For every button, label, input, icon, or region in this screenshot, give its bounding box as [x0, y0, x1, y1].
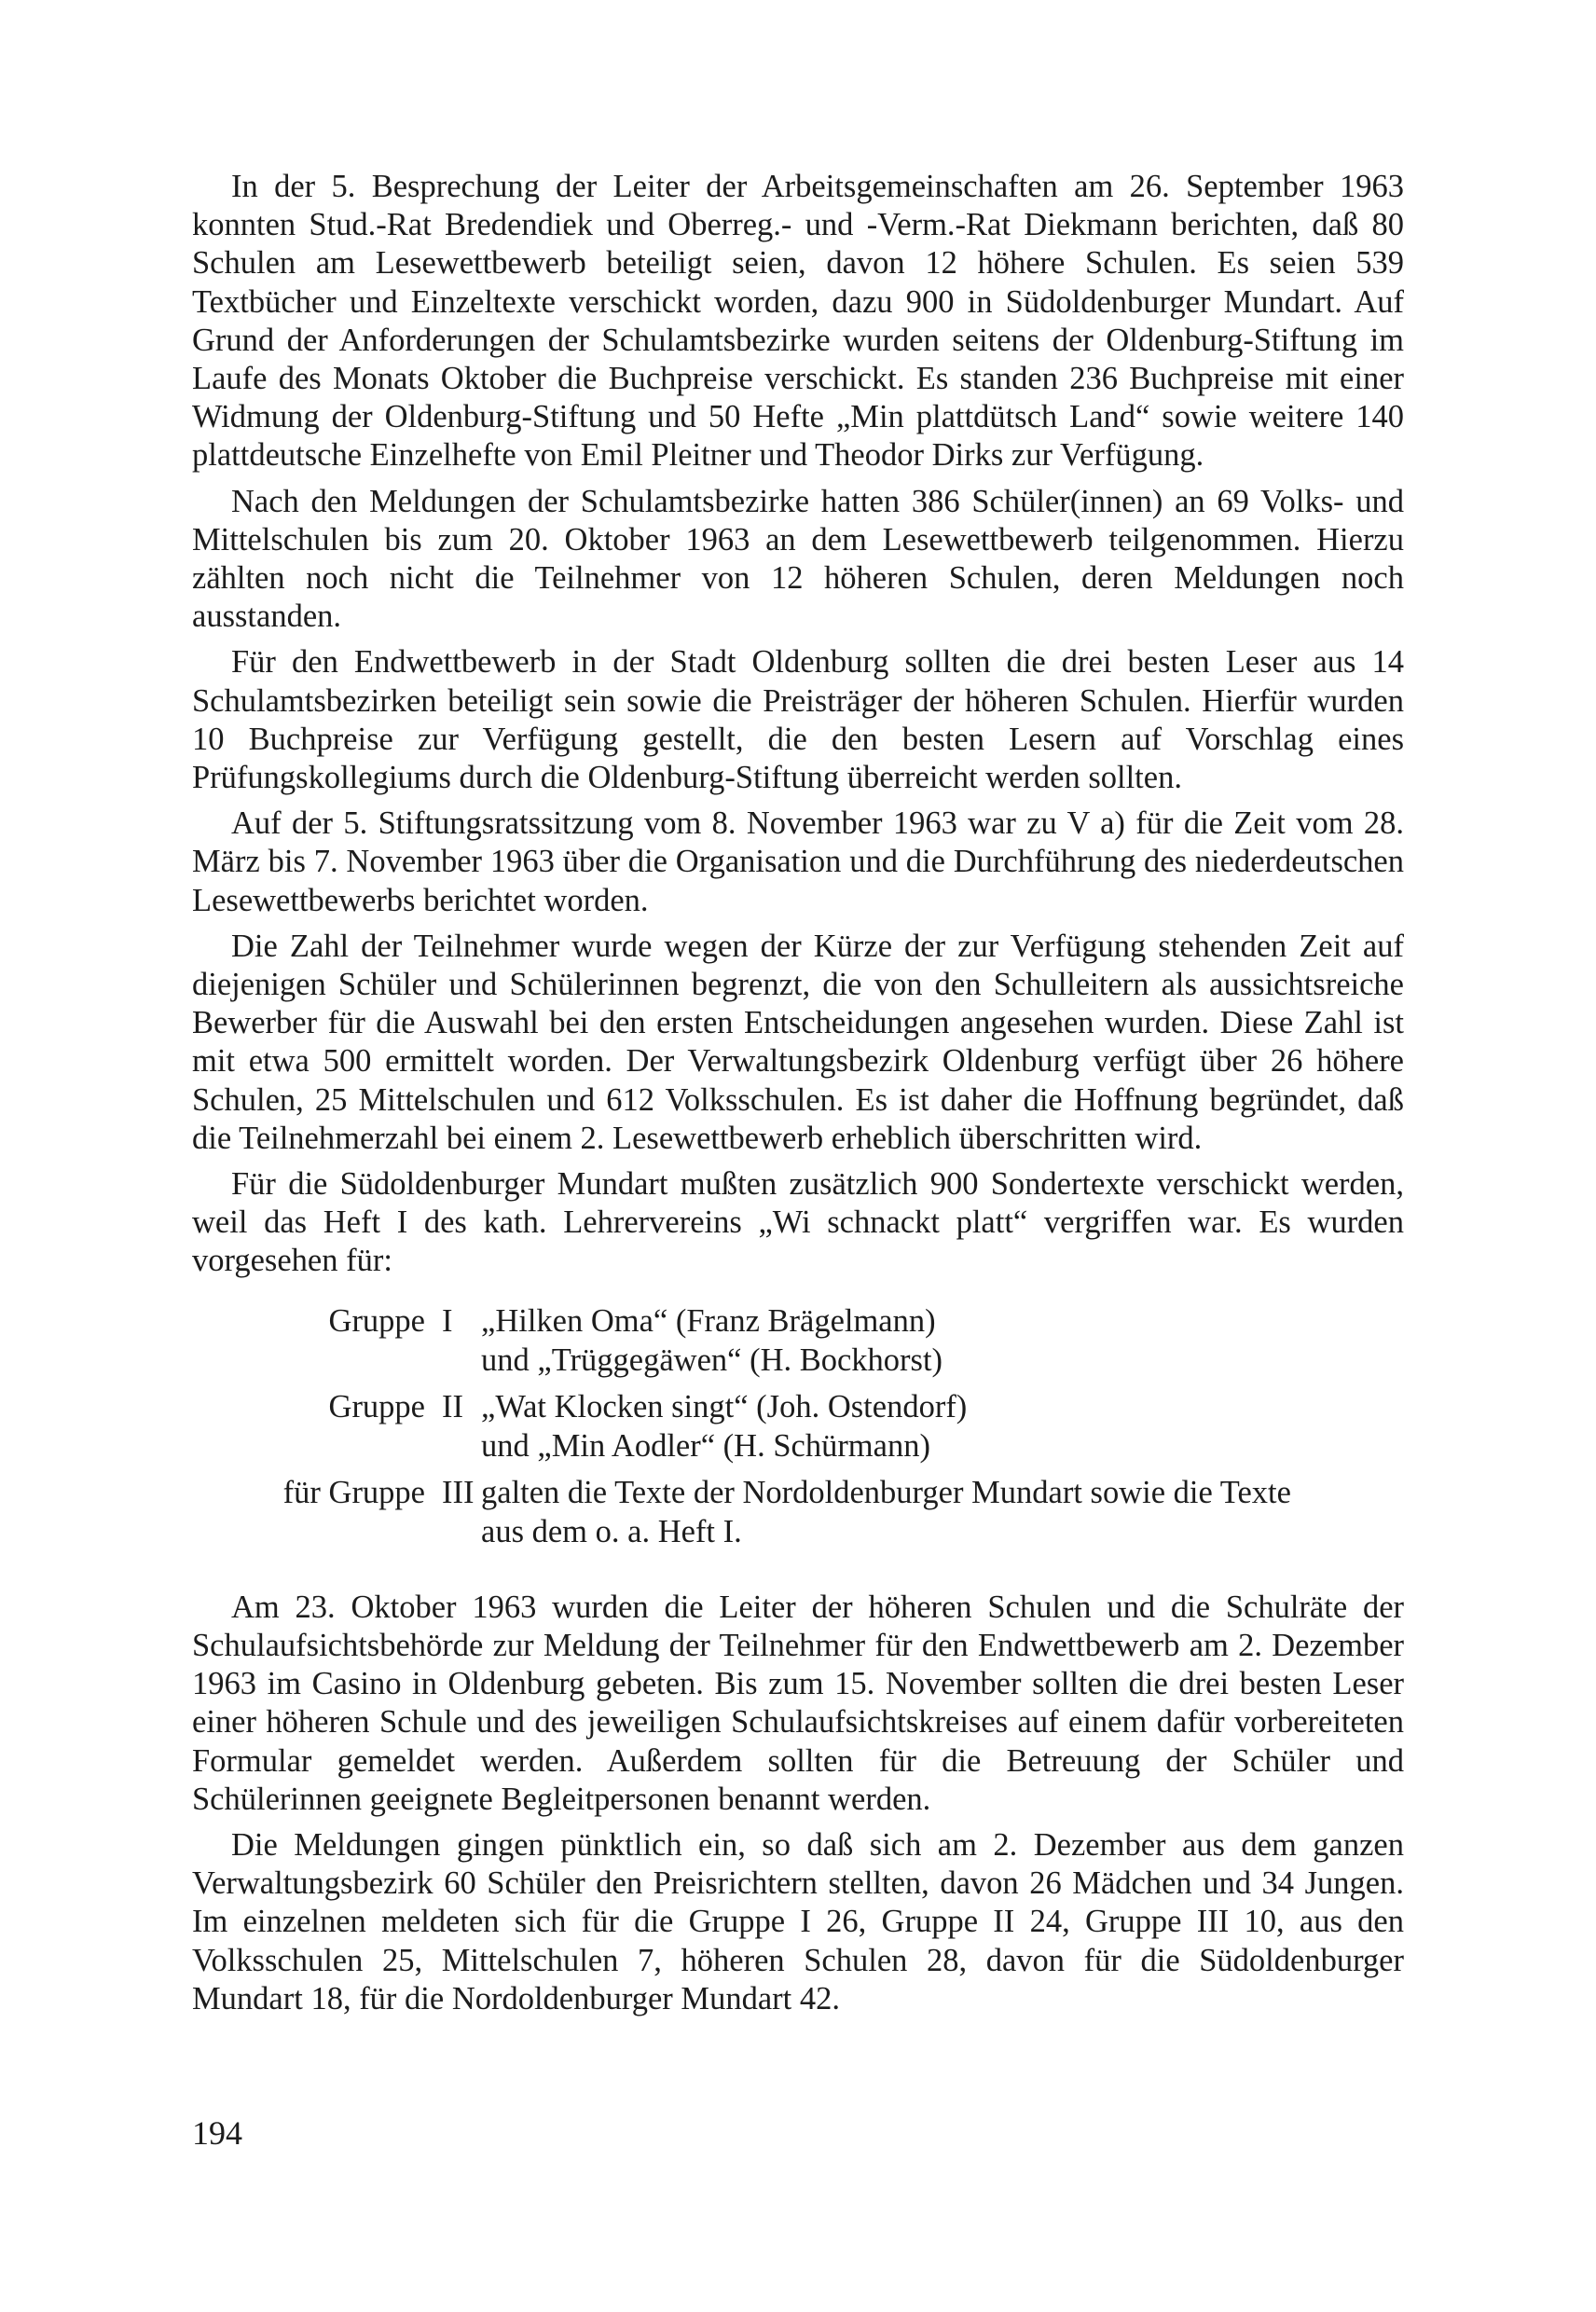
- group-texts: [481, 1387, 1404, 1466]
- group-number: III: [442, 1474, 475, 1510]
- group-number: I: [442, 1302, 453, 1339]
- group-texts: [481, 1301, 1404, 1380]
- group-text-line: aus dem o. a. Heft I.: [481, 1513, 742, 1549]
- page-number: 194: [192, 2114, 242, 2152]
- group-number: II: [442, 1388, 463, 1424]
- group-text-line: und „Trüggegäwen“ (H. Bockhorst): [481, 1342, 943, 1378]
- group-text-line: „Hilken Oma“ (Franz Brägelmann): [481, 1302, 936, 1339]
- group-row-2: [192, 1387, 1404, 1466]
- paragraph-2: Nach den Meldungen der Schulamtsbezirke hatten 386 Schüler(innen) an 69 Volks- und Mittelschulen bis zum 20. Oktober 1963 an dem Lesewettbewerb teilgenommen. Hierzu zählten noch nicht die Teilnehmer von 12 höheren Schulen, deren Meldungen noch ausstanden.: [192, 483, 1404, 635]
- group-text-line: galten die Texte der Nordoldenburger Mundart sowie die Texte: [481, 1474, 1291, 1510]
- page-body: [192, 168, 1404, 2026]
- group-label: für Gruppe: [282, 1474, 425, 1510]
- group-texts: [481, 1473, 1404, 1551]
- group-row-1: [192, 1301, 1404, 1380]
- group-text-line: und „Min Aodler“ (H. Schürmann): [481, 1427, 930, 1464]
- group-row-3: [192, 1473, 1404, 1551]
- paragraph-4: Auf der 5. Stiftungsratssitzung vom 8. November 1963 war zu V a) für die Zeit vom 28. März bis 7. November 1963 über die Organisation und die Durchführung des niederdeutschen Lesewettbewerbs berichtet worden.: [192, 805, 1404, 918]
- group-text-line: „Wat Klocken singt“ (Joh. Ostendorf): [481, 1388, 968, 1424]
- paragraph-8: Die Meldungen gingen pünktlich ein, so daß sich am 2. Dezember aus dem ganzen Verwaltungsbezirk 60 Schüler den Preisrichtern stellten, davon 26 Mädchen und 34 Jungen. Im einzelnen meldeten sich für die Gruppe I 26, Gruppe II 24, Gruppe III 10, aus den Volksschulen 25, Mittelschulen 7, höheren Schulen 28, davon für die Südoldenburger Mundart 18, für die Nordoldenburger Mundart 42.: [192, 1826, 1404, 2016]
- paragraph-5: Die Zahl der Teilnehmer wurde wegen der Kürze der zur Verfügung stehenden Zeit auf diejenigen Schüler und Schülerinnen begrenzt, die von den Schulleitern als aussichtsreiche Bewerber für die Auswahl bei den ersten Entscheidungen angesehen wurden. Diese Zahl ist mit etwa 500 ermittelt worden. Der Verwaltungsbezirk Oldenburg verfügt über 26 höhere Schulen, 25 Mittelschulen und 612 Volksschulen. Es ist daher die Hoffnung begründet, daß die Teilnehmerzahl bei einem 2. Lesewettbewerb erheblich überschritten wird.: [192, 928, 1404, 1156]
- paragraph-1: In der 5. Besprechung der Leiter der Arbeitsgemeinschaften am 26. September 1963 konnten Stud.-Rat Bredendiek und Oberreg.- und -Verm.-Rat Diekmann berichten, daß 80 Schulen am Lesewettbewerb beteiligt seien, davon 12 höhere Schulen. Es seien 539 Textbücher und Einzeltexte verschickt worden, dazu 900 in Südoldenburger Mundart. Auf Grund der Anforderungen der Schulamtsbezirke wurden seitens der Oldenburg-Stiftung im Laufe des Monats Oktober die Buchpreise verschickt. Es standen 236 Buchpreise mit einer Widmung der Oldenburg-Stiftung und 50 Hefte „Min plattdütsch Land“ sowie weitere 140 plattdeutsche Einzelhefte von Emil Pleitner und Theodor Dirks zur Verfügung.: [192, 169, 1404, 474]
- paragraph-7: Am 23. Oktober 1963 wurden die Leiter der höheren Schulen und die Schulräte der Schulaufsichtsbehörde zur Meldung der Teilnehmer für den Endwettbewerb am 2. Dezember 1963 im Casino in Oldenburg gebeten. Bis zum 15. November sollten die drei besten Leser einer höheren Schule und des jeweiligen Schulaufsichtskreises auf einem dafür vorbereiteten Formular gemeldet werden. Außerdem sollten für die Betreuung der Schüler und Schülerinnen geeignete Begleitpersonen benannt werden.: [192, 1589, 1404, 1817]
- group-label: Gruppe: [328, 1302, 425, 1339]
- paragraph-3: Für den Endwettbewerb in der Stadt Oldenburg sollten die drei besten Leser aus 14 Schulamtsbezirken beteiligt sein sowie die Preisträger der höheren Schulen. Hierfür wurden 10 Buchpreise zur Verfügung gestellt, die den besten Lesern auf Vorschlag eines Prüfungskollegiums durch die Oldenburg-Stiftung überreicht werden sollten.: [192, 644, 1404, 796]
- paragraph-6: Für die Südoldenburger Mundart mußten zusätzlich 900 Sondertexte verschickt werden, weil das Heft I des kath. Lehrervereins „Wi schnackt platt“ vergriffen war. Es wurden vorgesehen für:: [192, 1166, 1404, 1279]
- group-list: [192, 1301, 1404, 1551]
- group-label: Gruppe: [328, 1388, 425, 1424]
